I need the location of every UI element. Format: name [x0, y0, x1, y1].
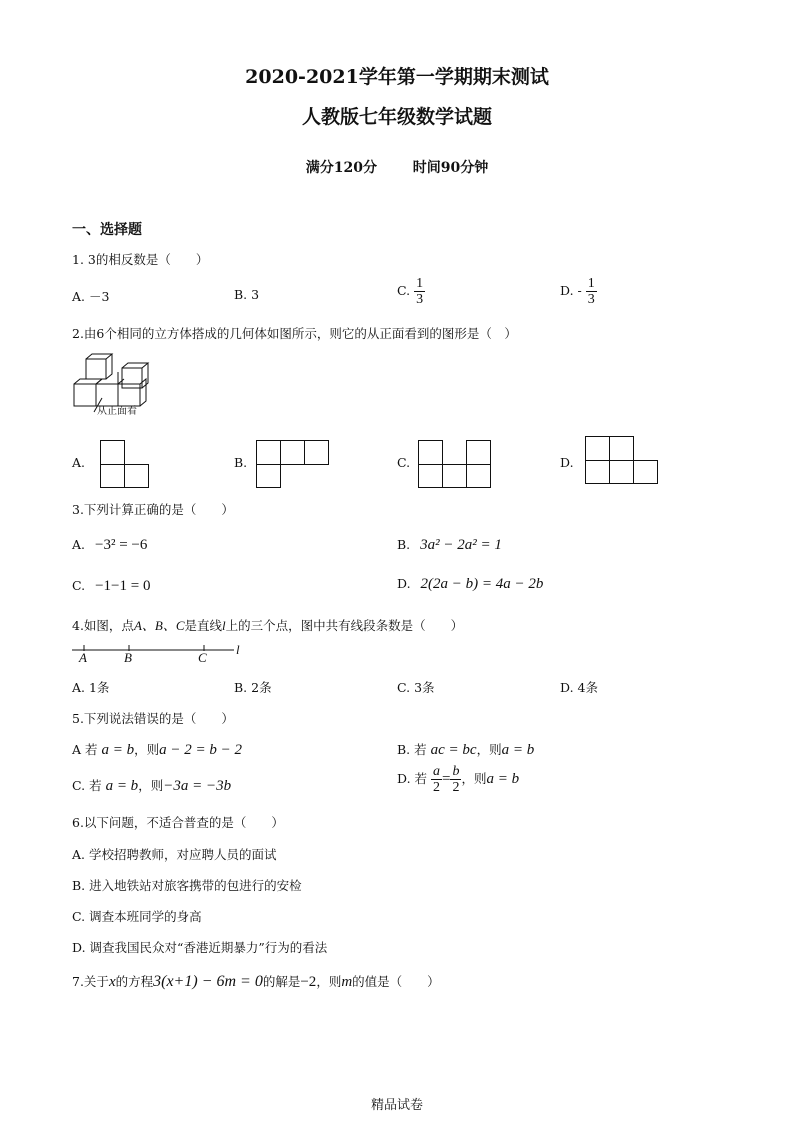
q3-option-d: [397, 576, 543, 593]
q4-stem-line: l: [222, 618, 226, 633]
q5-d-denominator-b: 2: [452, 780, 460, 795]
q2-figure-label: 从正面看: [97, 406, 137, 417]
q4-stem-mid: 是直线: [184, 618, 223, 633]
q3-option-a-expr: −3² = −6: [95, 537, 148, 553]
q7-stem-post: 的值是（ ）: [352, 974, 440, 989]
q6-option-a: A. 学校招聘教师，对应聘人员的面试: [72, 847, 277, 862]
q1-option-d-fraction: [586, 276, 597, 307]
q2-option-b: B.: [234, 455, 248, 470]
q6-option-d: D. 调查我国民众对“香港近期暴力”行为的看法: [72, 940, 328, 955]
q3-option-b: [397, 537, 502, 554]
q2-option-b-shape: [256, 440, 332, 490]
q2-option-c: C.: [397, 455, 411, 470]
q5-d-denominator-a: 2: [433, 780, 441, 795]
q1-option-d-label: D. -: [560, 283, 582, 298]
q3-stem: 3.下列计算正确的是（ ）: [72, 502, 234, 517]
section-title: 一、选择题: [72, 222, 142, 238]
q5-d-numerator-b: b: [452, 764, 460, 779]
q2-option-a: A.: [72, 455, 86, 470]
q5-option-b-result: a = b: [501, 742, 535, 758]
q2-stem: 2.由6个相同的立方体搭成的几何体如图所示，则它的从正面看到的图形是（ ）: [72, 326, 517, 341]
q3-option-b-expr: 3a² − 2a² = 1: [420, 537, 502, 553]
q5-option-d-fraction-b: [450, 764, 461, 795]
q2-option-c-shape: [418, 440, 494, 490]
q5-option-a-cond: a = b: [101, 742, 135, 758]
q3-option-a-label: A.: [72, 537, 86, 552]
q1-option-d: [560, 276, 597, 307]
exam-title: 2020-2021学年第一学期期末测试: [245, 66, 549, 88]
q5-option-a-then: ，则: [134, 742, 160, 757]
q5-option-c-label: C. 若: [72, 778, 102, 793]
q4-option-a: A. 1条: [72, 680, 110, 695]
q4-stem: [72, 615, 463, 634]
q7-stem-mid3: ，则: [316, 974, 342, 989]
q3-option-c-label: C.: [72, 578, 86, 593]
q4-line-figure: [72, 642, 252, 668]
q5-option-c: [72, 776, 231, 795]
q7-stem-mid: 的方程: [115, 974, 154, 989]
score-info: 满分120分: [305, 160, 377, 176]
q1-d-denominator: 3: [587, 292, 595, 307]
q5-option-a-result: a − 2 = b − 2: [159, 742, 243, 758]
q3-option-a: [72, 537, 147, 554]
q1-stem: 1. 3的相反数是（ ）: [72, 252, 209, 267]
exam-info: [0, 157, 794, 177]
q4-point-b: B: [124, 650, 132, 665]
q7-stem-mid2: 的解是: [262, 974, 301, 989]
q5-option-b-then: ，则: [476, 742, 502, 757]
q5-d-numerator-a: a: [433, 764, 441, 779]
q2-option-d-shape: [585, 436, 661, 486]
q5-option-d-label: D. 若: [397, 771, 428, 786]
q5-option-d: [397, 764, 519, 795]
q4-stem-points: A、B、C: [133, 618, 185, 633]
q5-option-b-label: B. 若: [397, 742, 427, 757]
exam-subtitle: 人教版七年级数学试题: [301, 106, 492, 128]
q7-stem: [72, 972, 440, 991]
q5-d-equals: =: [442, 771, 451, 787]
q1-option-c-fraction: [414, 276, 425, 307]
q2-option-d: D.: [560, 455, 574, 470]
q4-point-c: C: [198, 650, 207, 665]
q1-c-numerator: 1: [416, 276, 424, 291]
q5-option-d-result: a = b: [486, 771, 520, 787]
q5-option-a: [72, 740, 242, 759]
q4-line-label: l: [236, 642, 240, 657]
q5-option-d-then: ，则: [461, 771, 487, 786]
q1-d-numerator: 1: [587, 276, 595, 291]
q4-stem-post: 上的三个点，图中共有线段条数是（ ）: [225, 618, 464, 633]
q1-option-a: A. －3: [72, 289, 110, 304]
q1-option-c-label: C.: [397, 283, 411, 298]
q4-point-a: A: [79, 650, 87, 665]
q5-option-c-then: ，则: [138, 778, 164, 793]
q5-stem: 5.下列说法错误的是（ ）: [72, 711, 234, 726]
q1-option-b: B. 3: [234, 287, 260, 302]
q3-option-c: [72, 578, 150, 595]
q4-stem-pre: 4.如图，点: [72, 618, 134, 633]
q3-option-d-expr: 2(2a − b) = 4a − 2b: [420, 576, 544, 592]
q5-option-c-result: −3a = −3b: [163, 778, 232, 794]
q7-var-x: x: [108, 974, 116, 990]
q2-option-a-shape: [100, 440, 152, 490]
q7-var-m: m: [341, 974, 353, 990]
q3-option-d-label: D.: [397, 576, 411, 591]
q6-stem: 6.以下问题，不适合普查的是（ ）: [72, 815, 284, 830]
q1-c-denominator: 3: [416, 292, 424, 307]
q3-option-c-expr: −1−1 = 0: [95, 578, 151, 594]
time-info: 时间90分钟: [412, 160, 489, 176]
q5-option-d-fraction-a: [431, 764, 442, 795]
q5-option-b: [397, 740, 534, 759]
q6-option-c: C. 调查本班同学的身高: [72, 909, 202, 924]
q7-solution: −2: [300, 974, 317, 990]
q4-option-d: D. 4条: [560, 680, 598, 695]
q5-option-b-cond: ac = bc: [430, 742, 477, 758]
q6-option-b: B. 进入地铁站对旅客携带的包进行的安检: [72, 878, 302, 893]
q4-option-b: B. 2条: [234, 680, 272, 695]
q5-option-c-cond: a = b: [105, 778, 139, 794]
q7-stem-pre: 7.关于: [72, 974, 109, 989]
q1-option-c: [397, 276, 425, 307]
q5-option-a-label: A 若: [72, 742, 98, 757]
q7-equation: 3(x+1) − 6m = 0: [153, 973, 263, 990]
q3-option-b-label: B.: [397, 537, 411, 552]
page-footer: 精品试卷: [370, 1098, 423, 1113]
q4-option-c: C. 3条: [397, 680, 435, 695]
